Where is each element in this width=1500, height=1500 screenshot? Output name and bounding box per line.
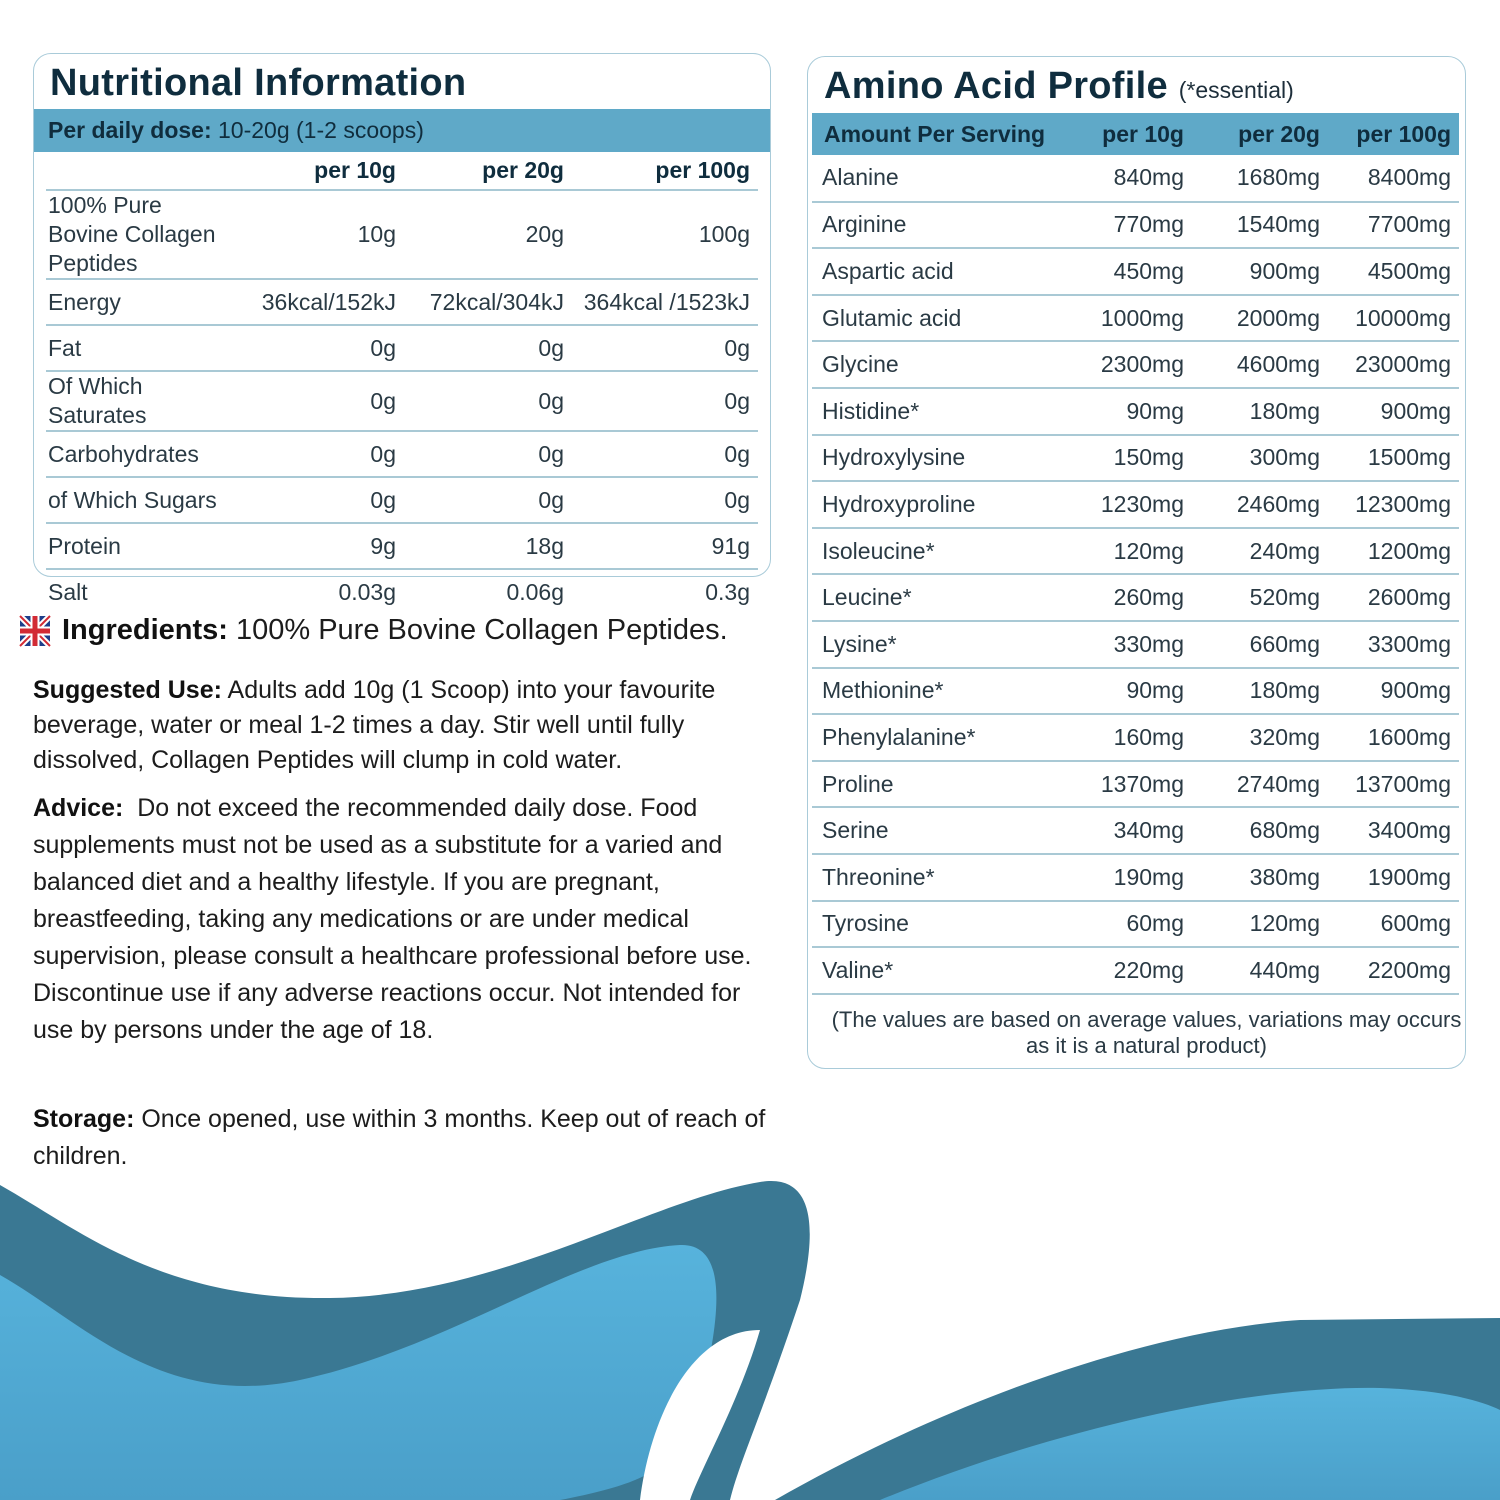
col-header-amount: Amount Per Serving — [812, 113, 1074, 155]
table-row — [812, 435, 1459, 482]
amino-acid-table — [812, 113, 1459, 995]
value-per20g: 18g — [404, 523, 572, 569]
daily-dose-band — [34, 109, 770, 152]
value-per100g: 900mg — [1328, 388, 1459, 435]
value-per100g: 1900mg — [1328, 854, 1459, 901]
value-per10g: 160mg — [1074, 714, 1192, 761]
value-per10g: 0.03g — [338, 579, 396, 605]
value-per100g: 13700mg — [1328, 761, 1459, 808]
nutrition-header-row — [46, 152, 758, 190]
value-per20g: 0g — [404, 371, 572, 431]
value-per100g: 1200mg — [1328, 528, 1459, 575]
row-label: Of Which Saturates — [46, 371, 246, 431]
advice-label: Advice: — [33, 794, 124, 822]
ingredients-line — [20, 614, 728, 647]
value-per20g: 120mg — [1192, 901, 1328, 948]
value-per20g: 440mg — [1192, 947, 1328, 994]
value-per20g: 72kcal/304kJ — [404, 279, 572, 325]
value-per20g: 180mg — [1192, 668, 1328, 715]
value-per100g: 3400mg — [1328, 807, 1459, 854]
value-per10g: 190mg — [1074, 854, 1192, 901]
table-row — [812, 621, 1459, 668]
table-row — [46, 371, 758, 431]
row-label: Aspartic acid — [812, 248, 1074, 295]
value-per10g: 10g — [246, 190, 404, 279]
value-per20g: 0g — [404, 431, 572, 477]
value-per100g: 0g — [572, 325, 758, 371]
table-row — [812, 854, 1459, 901]
storage-block — [33, 1101, 773, 1175]
row-label: Hydroxyproline — [812, 481, 1074, 528]
essential-note: (*essential) — [1178, 77, 1294, 103]
value-per100g: 0.3g — [705, 579, 750, 605]
table-row — [812, 714, 1459, 761]
daily-dose-label: Per daily dose: — [48, 117, 212, 143]
value-per10g: 0g — [246, 477, 404, 523]
value-per100g: 12300mg — [1328, 481, 1459, 528]
value-per10g: 2300mg — [1074, 341, 1192, 388]
value-per20g: 20g — [404, 190, 572, 279]
row-label: Serine — [812, 807, 1074, 854]
table-row — [46, 523, 758, 569]
value-per20g: 900mg — [1192, 248, 1328, 295]
value-per20g: 300mg — [1192, 435, 1328, 482]
col-header-per20g: per 20g — [404, 152, 572, 190]
value-per10g: 1370mg — [1074, 761, 1192, 808]
value-per20g: 4600mg — [1192, 341, 1328, 388]
value-per10g: 90mg — [1074, 668, 1192, 715]
table-row — [812, 295, 1459, 342]
table-row — [46, 569, 758, 615]
col-header-per20g: per 20g — [1192, 113, 1328, 155]
suggested-use-label: Suggested Use: — [33, 676, 222, 704]
value-per10g: 0g — [246, 325, 404, 371]
table-row — [812, 947, 1459, 994]
ingredients-label: Ingredients: — [62, 614, 228, 646]
amino-acid-title-row — [808, 57, 1465, 113]
suggested-use-text: Adults add 10g (1 Scoop) into your favourite beverage, water or meal 1-2 times a day. Stir well until fully dissolved, Collagen Peptides will clump in cold water. — [33, 676, 716, 774]
value-per100g: 23000mg — [1328, 341, 1459, 388]
value-per10g: 260mg — [1074, 574, 1192, 621]
value-per100g: 91g — [572, 523, 758, 569]
value-per100g: 3300mg — [1328, 621, 1459, 668]
value-per20g: 180mg — [1192, 388, 1328, 435]
ingredients-text: 100% Pure Bovine Collagen Peptides. — [235, 614, 728, 646]
col-header-per100g: per 100g — [1328, 113, 1459, 155]
row-label: Proline — [812, 761, 1074, 808]
row-label: 100% Pure Bovine Collagen Peptides — [46, 190, 246, 279]
value-per20g: 240mg — [1192, 528, 1328, 575]
col-header-per10g: per 10g — [1074, 113, 1192, 155]
table-row — [812, 155, 1459, 202]
value-per100g: 100g — [572, 190, 758, 279]
value-per100g: 600mg — [1328, 901, 1459, 948]
row-label: Leucine* — [812, 574, 1074, 621]
row-label: Hydroxylysine — [812, 435, 1074, 482]
value-per100g: 0g — [572, 431, 758, 477]
table-row — [812, 901, 1459, 948]
col-header-per100g: per 100g — [572, 152, 758, 190]
value-per100g: 8400mg — [1328, 155, 1459, 202]
table-row — [812, 807, 1459, 854]
row-label: Alanine — [812, 155, 1074, 202]
value-per20g: 2740mg — [1192, 761, 1328, 808]
col-header-blank — [46, 152, 246, 190]
value-per20g: 660mg — [1192, 621, 1328, 668]
row-label: Tyrosine — [812, 901, 1074, 948]
amino-acid-title: Amino Acid Profile — [824, 65, 1168, 107]
value-per100g: 10000mg — [1328, 295, 1459, 342]
value-per100g: 364kcal /1523kJ — [572, 279, 758, 325]
value-per10g: 1230mg — [1074, 481, 1192, 528]
value-per20g: 2000mg — [1192, 295, 1328, 342]
amino-header-row — [812, 113, 1459, 155]
storage-label: Storage: — [33, 1105, 135, 1133]
value-per100g: 0g — [572, 477, 758, 523]
daily-dose-value: 10-20g (1-2 scoops) — [218, 117, 424, 143]
amino-footnote: (The values are based on average values, variations may occurs as it is a natural product) — [831, 1006, 1462, 1058]
row-label: Valine* — [812, 947, 1074, 994]
value-per10g: 330mg — [1074, 621, 1192, 668]
advice-block — [33, 790, 773, 1049]
table-row — [46, 279, 758, 325]
value-per20g: 320mg — [1192, 714, 1328, 761]
value-per10g: 90mg — [1074, 388, 1192, 435]
suggested-use-block — [33, 673, 773, 778]
row-label: Isoleucine* — [812, 528, 1074, 575]
value-per10g: 60mg — [1074, 901, 1192, 948]
value-per10g: 9g — [246, 523, 404, 569]
value-per20g: 380mg — [1192, 854, 1328, 901]
table-row — [46, 190, 758, 279]
value-per10g: 770mg — [1074, 202, 1192, 249]
value-per100g: 7700mg — [1328, 202, 1459, 249]
value-per10g: 36kcal/152kJ — [246, 279, 404, 325]
table-row — [812, 481, 1459, 528]
value-per20g: 1540mg — [1192, 202, 1328, 249]
value-per10g: 840mg — [1074, 155, 1192, 202]
row-label: Threonine* — [812, 854, 1074, 901]
nutrition-table — [46, 152, 758, 615]
value-per10g: 220mg — [1074, 947, 1192, 994]
row-label: Glutamic acid — [812, 295, 1074, 342]
col-header-per10g: per 10g — [246, 152, 404, 190]
table-row — [812, 574, 1459, 621]
table-row — [812, 341, 1459, 388]
row-label: Carbohydrates — [46, 431, 246, 477]
uk-flag-icon — [20, 616, 50, 646]
table-row — [46, 431, 758, 477]
table-row — [812, 202, 1459, 249]
value-per20g: 520mg — [1192, 574, 1328, 621]
value-per100g: 1500mg — [1328, 435, 1459, 482]
storage-text: Once opened, use within 3 months. Keep out of reach of children. — [33, 1105, 766, 1170]
row-label: Salt — [48, 579, 88, 605]
row-label: Methionine* — [812, 668, 1074, 715]
value-per10g: 450mg — [1074, 248, 1192, 295]
nutritional-info-panel — [33, 53, 771, 605]
row-label: Energy — [46, 279, 246, 325]
value-per10g: 0g — [246, 371, 404, 431]
row-label: Phenylalanine* — [812, 714, 1074, 761]
table-row — [46, 477, 758, 523]
value-per20g: 2460mg — [1192, 481, 1328, 528]
table-row — [46, 325, 758, 371]
table-row — [812, 761, 1459, 808]
row-label: Protein — [46, 523, 246, 569]
value-per100g: 900mg — [1328, 668, 1459, 715]
value-per100g: 1600mg — [1328, 714, 1459, 761]
value-per20g: 1680mg — [1192, 155, 1328, 202]
table-row — [812, 388, 1459, 435]
value-per100g: 2200mg — [1328, 947, 1459, 994]
value-per10g: 1000mg — [1074, 295, 1192, 342]
value-per20g: 0g — [404, 477, 572, 523]
value-per10g: 340mg — [1074, 807, 1192, 854]
value-per20g: 0.06g — [506, 579, 564, 605]
row-label: of Which Sugars — [46, 477, 246, 523]
value-per10g: 150mg — [1074, 435, 1192, 482]
row-label: Glycine — [812, 341, 1074, 388]
value-per100g: 0g — [572, 371, 758, 431]
value-per100g: 4500mg — [1328, 248, 1459, 295]
row-label: Histidine* — [812, 388, 1074, 435]
value-per100g: 2600mg — [1328, 574, 1459, 621]
advice-text: Do not exceed the recommended daily dose. Food supplements must not be used as a substitute for a varied and balanced diet and a healthy lifestyle. If you are pregnant, breastfeeding, taking any medications or are under medical supervision, please consult a healthcare professional before use. Discontinue use if any adverse reactions occur. Not intended for use by persons under the age of 18. — [33, 794, 752, 1044]
value-per20g: 680mg — [1192, 807, 1328, 854]
value-per10g: 120mg — [1074, 528, 1192, 575]
table-row — [812, 528, 1459, 575]
row-label: Arginine — [812, 202, 1074, 249]
row-label: Fat — [46, 325, 246, 371]
table-row — [812, 248, 1459, 295]
value-per10g: 0g — [246, 431, 404, 477]
table-row — [812, 668, 1459, 715]
row-label: Lysine* — [812, 621, 1074, 668]
value-per20g: 0g — [404, 325, 572, 371]
amino-acid-panel — [807, 56, 1466, 1069]
nutritional-info-title: Nutritional Information — [50, 62, 467, 104]
